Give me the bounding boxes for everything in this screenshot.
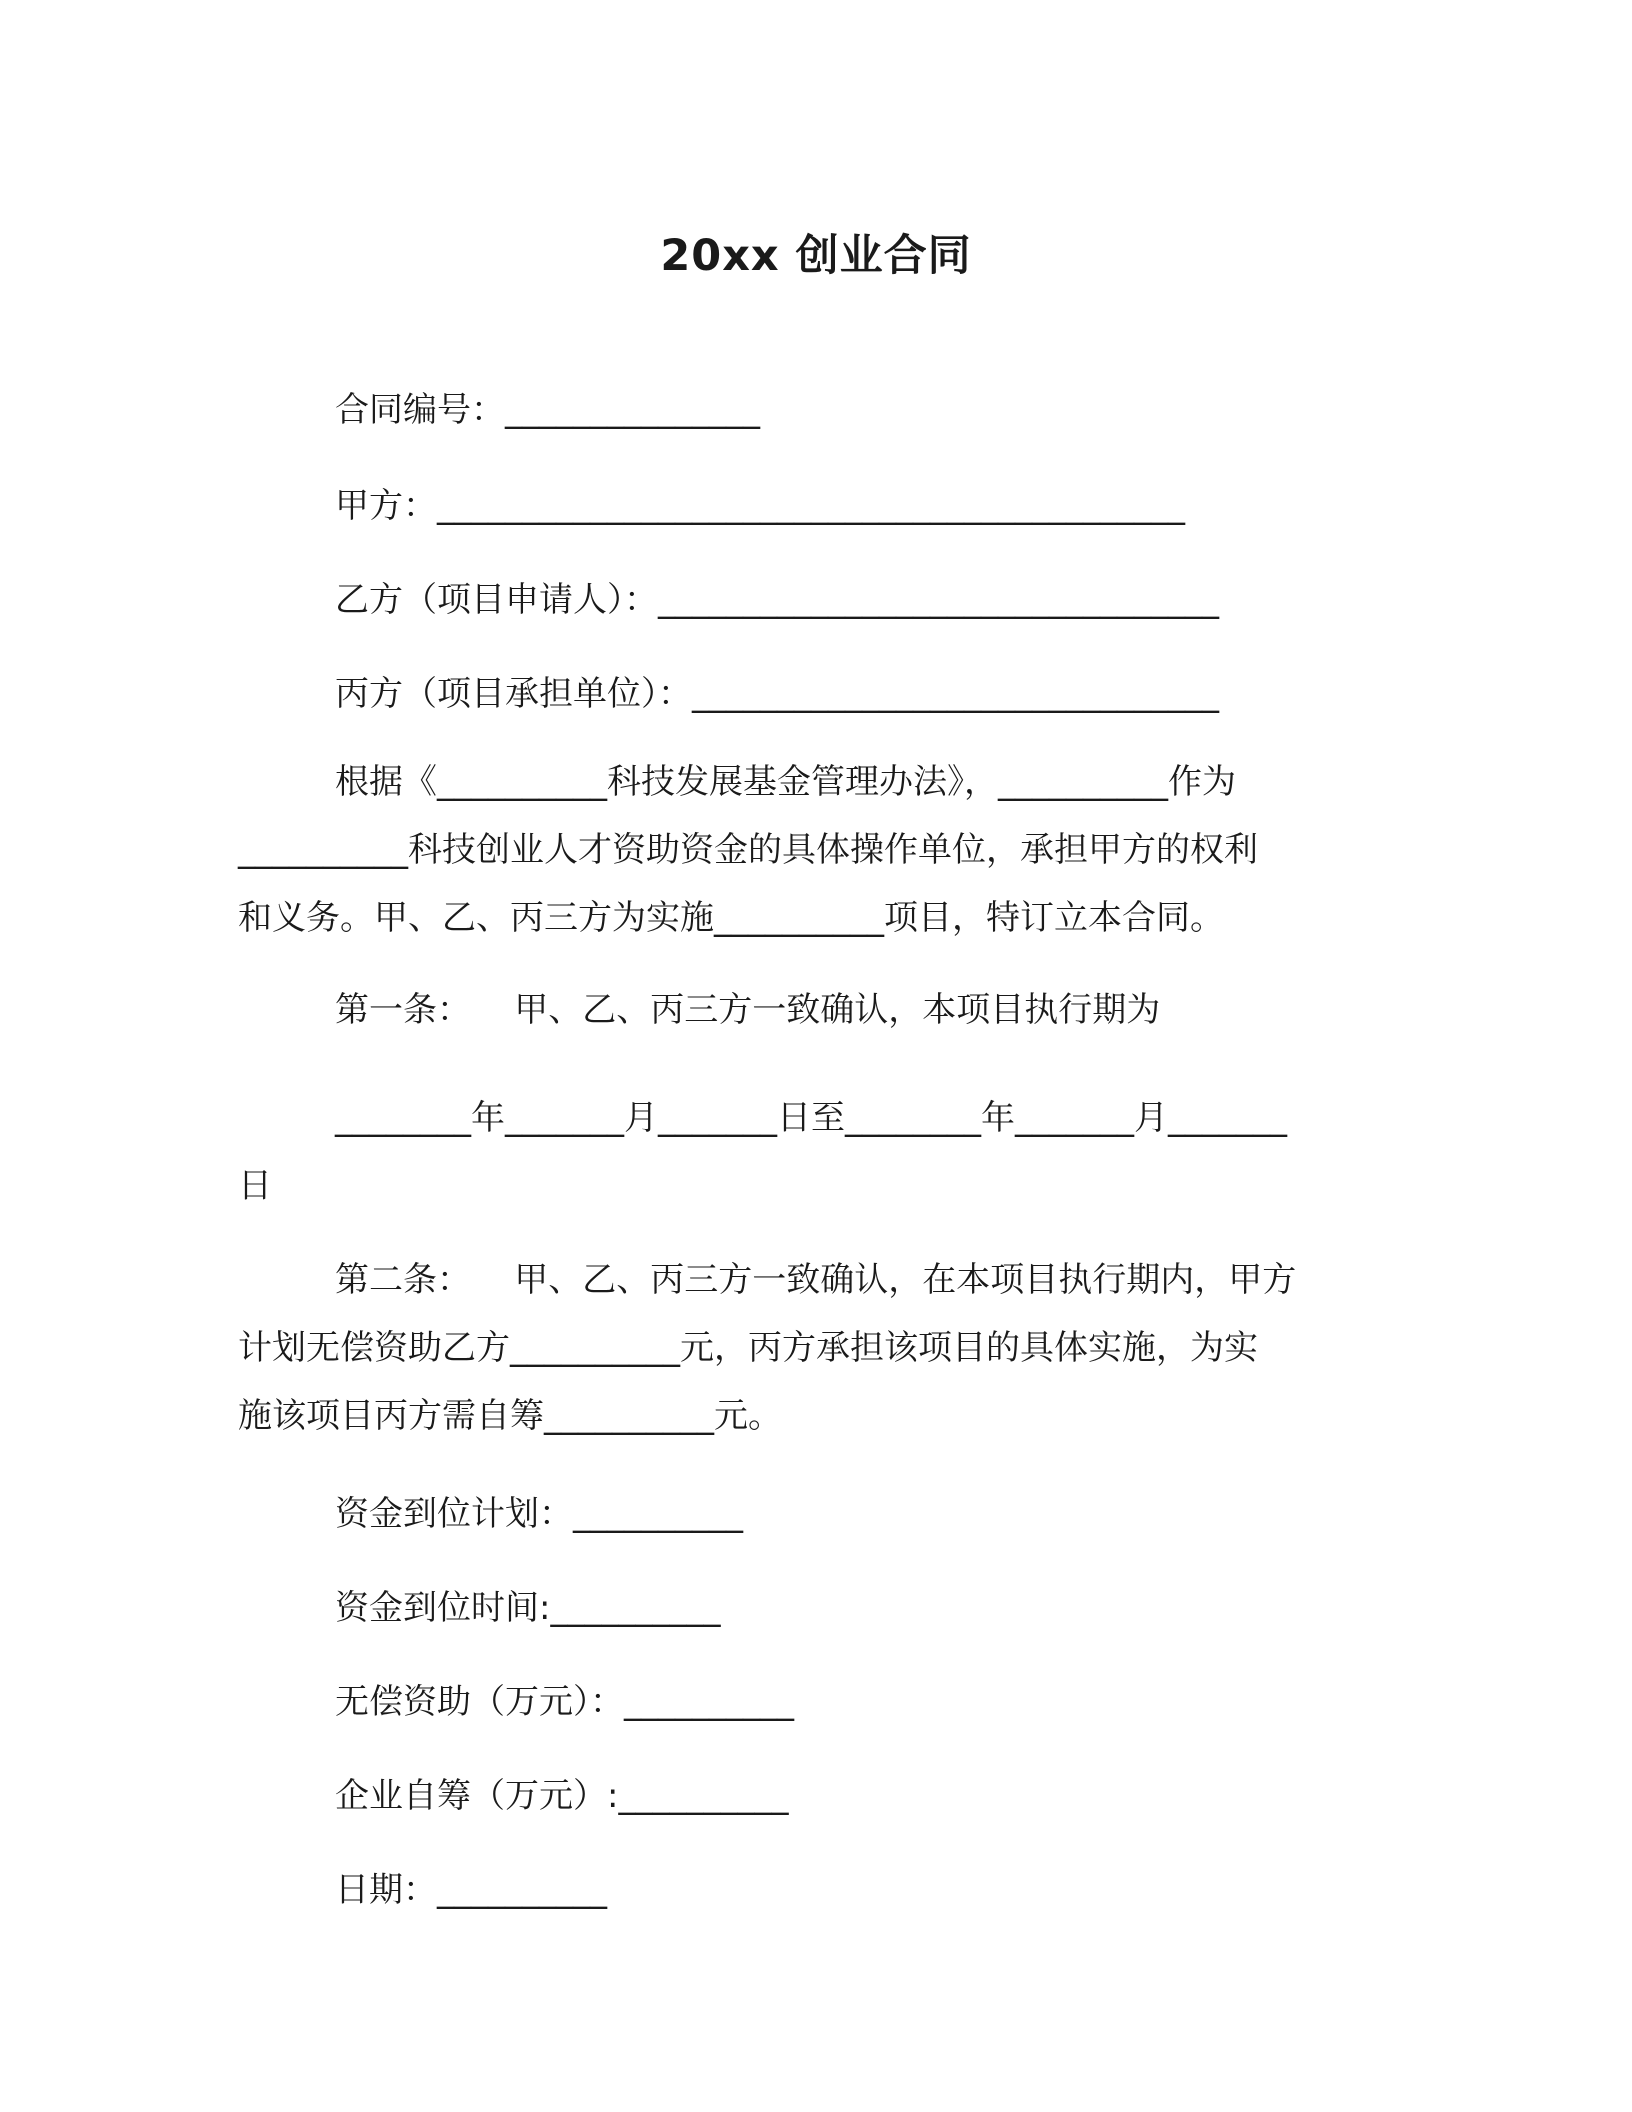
preamble-line-1: 根据《__________科技发展基金管理办法》，__________作为 xyxy=(335,762,1236,802)
date-line: 日期：__________ xyxy=(335,1870,607,1910)
party-a-line: 甲方：____________________________________________ xyxy=(335,486,1185,526)
article-2-line-2: 计划无偿资助乙方__________元，丙方承担该项目的具体实施，为实 xyxy=(238,1328,1258,1368)
document-title: 20xx 创业合同 xyxy=(660,231,972,281)
self-funding-line: 企业自筹（万元）:__________ xyxy=(335,1776,789,1816)
preamble-line-3: 和义务。甲、乙、丙三方为实施__________项目，特订立本合同。 xyxy=(238,898,1224,938)
article-2-line-1: 第二条： 甲、乙、丙三方一致确认，在本项目执行期内，甲方 xyxy=(335,1260,1297,1300)
funding-plan-line: 资金到位计划：__________ xyxy=(335,1494,743,1534)
party-c-line: 丙方（项目承担单位）：_______________________________ xyxy=(335,674,1219,714)
contract-number-line: 合同编号：_______________ xyxy=(335,390,760,430)
grant-amount-line: 无偿资助（万元）：__________ xyxy=(335,1682,794,1722)
party-b-line: 乙方（项目申请人）：_________________________________ xyxy=(335,580,1219,620)
article-2-line-3: 施该项目丙方需自筹__________元。 xyxy=(238,1396,782,1436)
funding-time-line: 资金到位时间:__________ xyxy=(335,1588,721,1628)
period-dates-line-end: 日 xyxy=(238,1166,272,1206)
preamble-line-2: __________科技创业人才资助资金的具体操作单位，承担甲方的权利 xyxy=(238,830,1258,870)
period-dates-line: ________年_______月_______日至________年_______月_______ xyxy=(335,1098,1287,1138)
article-1-line: 第一条： 甲、乙、丙三方一致确认，本项目执行期为 xyxy=(335,990,1161,1030)
